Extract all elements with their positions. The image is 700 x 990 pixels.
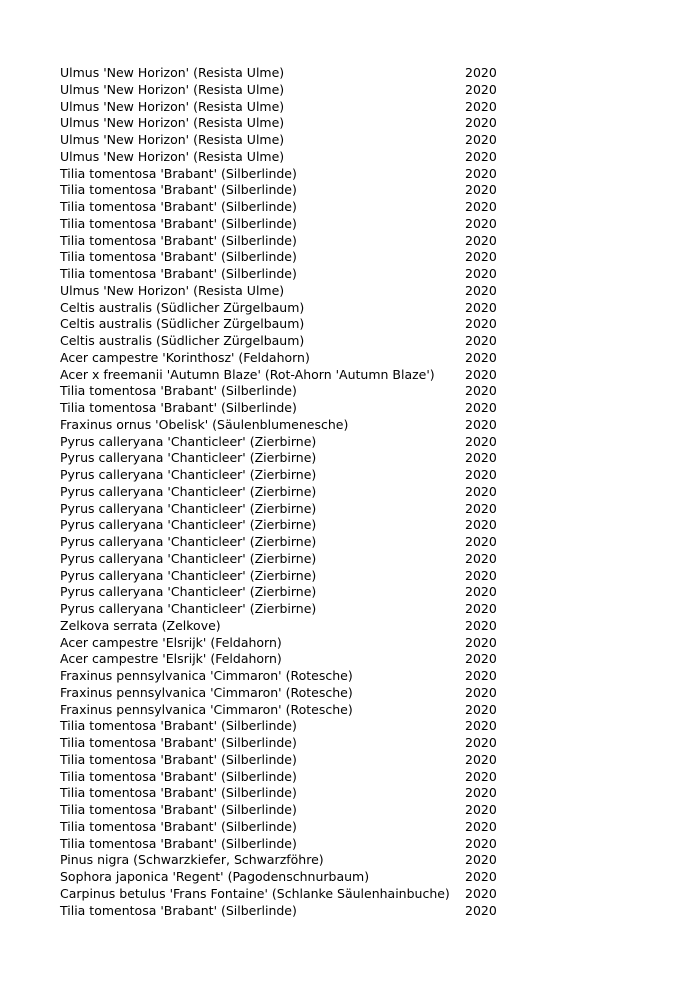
planting-year-cell: 2020 <box>465 584 497 600</box>
tree-species-cell: Acer campestre 'Elsrijk' (Feldahorn) <box>60 634 282 650</box>
table-row <box>60 651 500 668</box>
tree-species-cell: Pinus nigra (Schwarzkiefer, Schwarzföhre) <box>60 852 324 868</box>
tree-species-cell: Pyrus calleryana 'Chanticleer' (Zierbirne) <box>60 584 317 600</box>
table-row <box>60 501 500 518</box>
planting-year-cell: 2020 <box>465 316 497 332</box>
planting-year-cell: 2020 <box>465 852 497 868</box>
planting-year-cell: 2020 <box>465 115 497 131</box>
table-row <box>60 635 500 652</box>
tree-species-cell: Tilia tomentosa 'Brabant' (Silberlinde) <box>60 249 297 265</box>
table-row <box>60 166 500 183</box>
planting-year-cell: 2020 <box>465 601 497 616</box>
tree-species-cell: Pyrus calleryana 'Chanticleer' (Zierbirne) <box>60 534 317 549</box>
tree-species-cell: Tilia tomentosa 'Brabant' (Silberlinde) <box>60 902 297 918</box>
table-row <box>60 300 500 317</box>
tree-species-cell: Ulmus 'New Horizon' (Resista Ulme) <box>60 65 285 80</box>
planting-year-cell: 2020 <box>465 768 497 784</box>
planting-year-cell: 2020 <box>465 751 497 767</box>
table-row <box>60 82 500 99</box>
table-row <box>60 132 500 149</box>
tree-species-cell: Tilia tomentosa 'Brabant' (Silberlinde) <box>60 383 297 399</box>
tree-species-cell: Tilia tomentosa 'Brabant' (Silberlinde) <box>60 768 297 784</box>
table-row <box>60 199 500 216</box>
tree-species-cell: Tilia tomentosa 'Brabant' (Silberlinde) <box>60 165 297 181</box>
table-row <box>60 216 500 233</box>
table-row <box>60 836 500 853</box>
planting-year-cell: 2020 <box>465 550 497 566</box>
planting-year-cell: 2020 <box>465 651 497 667</box>
planting-year-cell: 2020 <box>465 500 497 516</box>
tree-species-cell: Zelkova serrata (Zelkove) <box>60 617 221 633</box>
table-row <box>60 316 500 333</box>
tree-species-cell: Celtis australis (Südlicher Zürgelbaum) <box>60 316 305 332</box>
tree-species-cell: Pyrus calleryana 'Chanticleer' (Zierbirne) <box>60 483 317 499</box>
planting-year-cell: 2020 <box>465 400 497 415</box>
tree-species-cell: Fraxinus pennsylvanica 'Cimmaron' (Rotesche) <box>60 684 353 700</box>
table-row <box>60 484 500 501</box>
planting-year-cell: 2020 <box>465 534 497 549</box>
tree-species-cell: Ulmus 'New Horizon' (Resista Ulme) <box>60 81 285 97</box>
table-row <box>60 467 500 484</box>
tree-species-cell: Pyrus calleryana 'Chanticleer' (Zierbirne) <box>60 450 317 466</box>
planting-year-cell: 2020 <box>465 902 497 918</box>
table-row <box>60 769 500 786</box>
tree-species-cell: Ulmus 'New Horizon' (Resista Ulme) <box>60 132 285 147</box>
tree-species-cell: Tilia tomentosa 'Brabant' (Silberlinde) <box>60 818 297 834</box>
table-row <box>60 568 500 585</box>
planting-year-cell: 2020 <box>465 349 497 365</box>
planting-year-cell: 2020 <box>465 282 497 298</box>
planting-year-cell: 2020 <box>465 249 497 265</box>
planting-year-cell: 2020 <box>465 333 497 348</box>
table-row <box>60 417 500 434</box>
planting-year-cell: 2020 <box>465 215 497 231</box>
tree-species-cell: Celtis australis (Südlicher Zürgelbaum) <box>60 299 305 315</box>
table-row <box>60 601 500 618</box>
tree-species-cell: Ulmus 'New Horizon' (Resista Ulme) <box>60 98 285 114</box>
planting-year-cell: 2020 <box>465 450 497 466</box>
planting-year-cell: 2020 <box>465 701 497 717</box>
planting-year-cell: 2020 <box>465 148 497 164</box>
tree-species-cell: Fraxinus ornus 'Obelisk' (Säulenblumenesche) <box>60 416 349 432</box>
table-row <box>60 903 500 920</box>
planting-year-cell: 2020 <box>465 634 497 650</box>
tree-species-cell: Tilia tomentosa 'Brabant' (Silberlinde) <box>60 215 297 231</box>
tree-species-cell: Tilia tomentosa 'Brabant' (Silberlinde) <box>60 182 297 198</box>
table-row <box>60 383 500 400</box>
table-row <box>60 233 500 250</box>
tree-species-cell: Tilia tomentosa 'Brabant' (Silberlinde) <box>60 785 297 801</box>
table-row <box>60 584 500 601</box>
table-row <box>60 852 500 869</box>
table-row <box>60 350 500 367</box>
tree-species-cell: Tilia tomentosa 'Brabant' (Silberlinde) <box>60 400 297 415</box>
tree-species-cell: Acer campestre 'Elsrijk' (Feldahorn) <box>60 651 282 667</box>
table-row <box>60 65 500 82</box>
tree-species-cell: Sophora japonica 'Regent' (Pagodenschnurbaum) <box>60 869 370 884</box>
planting-year-cell: 2020 <box>465 81 497 97</box>
table-row <box>60 450 500 467</box>
tree-species-cell: Ulmus 'New Horizon' (Resista Ulme) <box>60 282 285 298</box>
planting-year-cell: 2020 <box>465 182 497 198</box>
tree-species-cell: Pyrus calleryana 'Chanticleer' (Zierbirne) <box>60 567 317 583</box>
planting-year-cell: 2020 <box>465 567 497 583</box>
table-row <box>60 869 500 886</box>
planting-year-cell: 2020 <box>465 266 497 281</box>
table-row <box>60 266 500 283</box>
table-row <box>60 752 500 769</box>
planting-year-cell: 2020 <box>465 416 497 432</box>
tree-species-cell: Tilia tomentosa 'Brabant' (Silberlinde) <box>60 802 297 817</box>
tree-planting-table <box>60 65 500 919</box>
table-row <box>60 115 500 132</box>
table-row <box>60 618 500 635</box>
planting-year-cell: 2020 <box>465 869 497 884</box>
table-row <box>60 517 500 534</box>
tree-species-cell: Pyrus calleryana 'Chanticleer' (Zierbirne) <box>60 433 317 449</box>
table-row <box>60 99 500 116</box>
tree-species-cell: Celtis australis (Südlicher Zürgelbaum) <box>60 333 305 348</box>
planting-year-cell: 2020 <box>465 802 497 817</box>
tree-species-cell: Fraxinus pennsylvanica 'Cimmaron' (Rotesche) <box>60 701 353 717</box>
table-row <box>60 400 500 417</box>
table-row <box>60 149 500 166</box>
planting-year-cell: 2020 <box>465 467 497 482</box>
tree-species-cell: Carpinus betulus 'Frans Fontaine' (Schlanke Säulenhainbuche) <box>60 885 450 901</box>
planting-year-cell: 2020 <box>465 684 497 700</box>
table-row <box>60 333 500 350</box>
planting-year-cell: 2020 <box>465 885 497 901</box>
tree-species-cell: Pyrus calleryana 'Chanticleer' (Zierbirne) <box>60 601 317 616</box>
table-row <box>60 668 500 685</box>
tree-species-cell: Ulmus 'New Horizon' (Resista Ulme) <box>60 115 285 131</box>
tree-species-cell: Pyrus calleryana 'Chanticleer' (Zierbirne) <box>60 550 317 566</box>
tree-species-cell: Tilia tomentosa 'Brabant' (Silberlinde) <box>60 835 297 851</box>
planting-year-cell: 2020 <box>465 383 497 399</box>
tree-species-cell: Acer campestre 'Korinthosz' (Feldahorn) <box>60 349 310 365</box>
table-row <box>60 434 500 451</box>
tree-species-cell: Tilia tomentosa 'Brabant' (Silberlinde) <box>60 735 297 750</box>
table-row <box>60 785 500 802</box>
planting-year-cell: 2020 <box>465 785 497 801</box>
tree-species-cell: Pyrus calleryana 'Chanticleer' (Zierbirne) <box>60 517 317 533</box>
table-row <box>60 685 500 702</box>
planting-year-cell: 2020 <box>465 835 497 851</box>
planting-year-cell: 2020 <box>465 668 497 683</box>
table-row <box>60 886 500 903</box>
tree-species-cell: Fraxinus pennsylvanica 'Cimmaron' (Rotesche) <box>60 668 353 683</box>
table-row <box>60 702 500 719</box>
tree-species-cell: Tilia tomentosa 'Brabant' (Silberlinde) <box>60 232 297 248</box>
tree-species-cell: Tilia tomentosa 'Brabant' (Silberlinde) <box>60 266 297 281</box>
table-row <box>60 182 500 199</box>
planting-year-cell: 2020 <box>465 299 497 315</box>
planting-year-cell: 2020 <box>465 718 497 734</box>
planting-year-cell: 2020 <box>465 735 497 750</box>
planting-year-cell: 2020 <box>465 98 497 114</box>
tree-species-cell: Pyrus calleryana 'Chanticleer' (Zierbirne) <box>60 467 317 482</box>
planting-year-cell: 2020 <box>465 199 497 214</box>
planting-year-cell: 2020 <box>465 366 497 382</box>
tree-species-cell: Pyrus calleryana 'Chanticleer' (Zierbirne) <box>60 500 317 516</box>
table-row <box>60 534 500 551</box>
planting-year-cell: 2020 <box>465 232 497 248</box>
planting-year-cell: 2020 <box>465 483 497 499</box>
tree-species-cell: Tilia tomentosa 'Brabant' (Silberlinde) <box>60 751 297 767</box>
planting-year-cell: 2020 <box>465 132 497 147</box>
table-row <box>60 283 500 300</box>
table-row <box>60 249 500 266</box>
table-row <box>60 735 500 752</box>
table-row <box>60 367 500 384</box>
tree-species-cell: Tilia tomentosa 'Brabant' (Silberlinde) <box>60 199 297 214</box>
tree-species-cell: Tilia tomentosa 'Brabant' (Silberlinde) <box>60 718 297 734</box>
table-row <box>60 802 500 819</box>
table-row <box>60 718 500 735</box>
table-row <box>60 551 500 568</box>
tree-species-cell: Acer x freemanii 'Autumn Blaze' (Rot-Ahorn 'Autumn Blaze') <box>60 366 435 382</box>
table-row <box>60 819 500 836</box>
planting-year-cell: 2020 <box>465 818 497 834</box>
planting-year-cell: 2020 <box>465 65 497 80</box>
tree-species-cell: Ulmus 'New Horizon' (Resista Ulme) <box>60 148 285 164</box>
planting-year-cell: 2020 <box>465 617 497 633</box>
planting-year-cell: 2020 <box>465 433 497 449</box>
planting-year-cell: 2020 <box>465 517 497 533</box>
planting-year-cell: 2020 <box>465 165 497 181</box>
